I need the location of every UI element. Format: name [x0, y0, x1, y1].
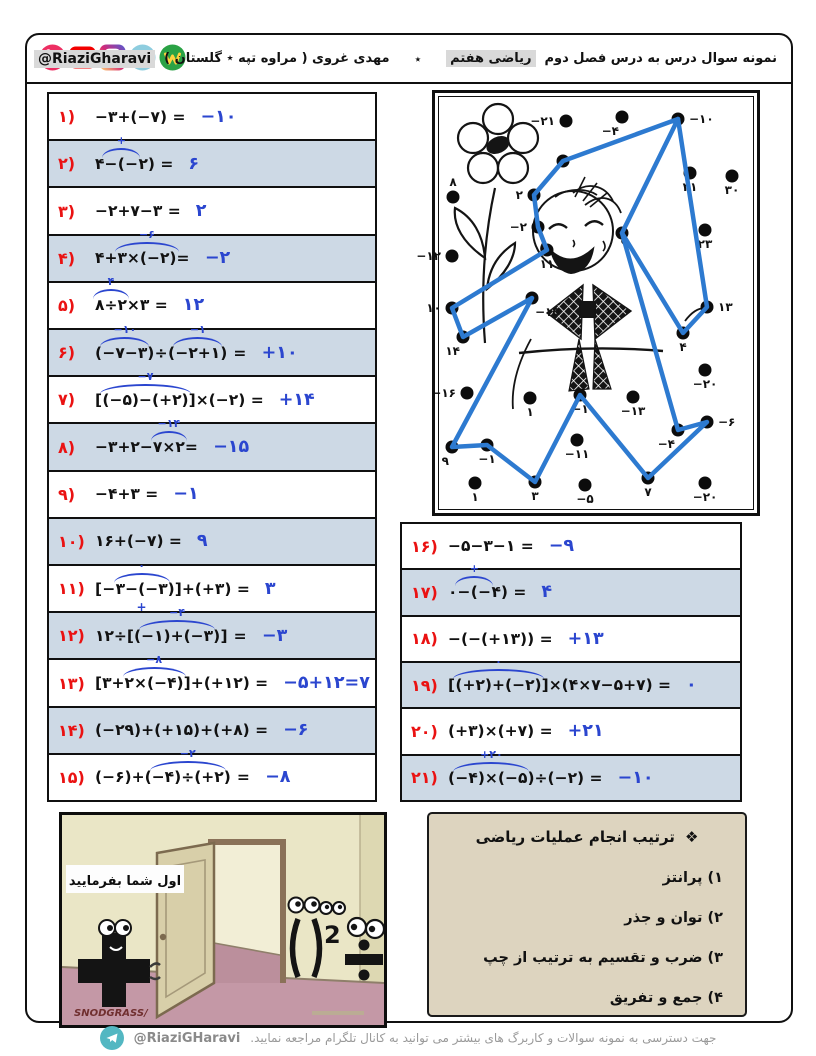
puzzle-dot-label: ۱۳ [718, 300, 733, 314]
puzzle-dot-label: −۴ [601, 124, 619, 138]
ops-item-exponents-roots: ۲) توان و جذر [624, 910, 723, 926]
problem-row [402, 655, 740, 707]
blue-annotation: −۶ [139, 228, 155, 242]
problem-row [49, 605, 375, 658]
handwritten-answer: −۶ [283, 720, 309, 741]
problem-number: ۱۹) [411, 675, 438, 695]
problem-number: ۵) [58, 295, 76, 315]
footer [0, 1026, 816, 1050]
problem-row [402, 524, 740, 568]
equation: ۸÷۲ ۴ ×۳ = [95, 275, 168, 315]
puzzle-dot-label: ۳۰ [724, 183, 740, 197]
fine-print [312, 1011, 364, 1015]
puzzle-dot-label: −۱۵ [535, 305, 560, 319]
star-separator: ٭ [414, 51, 422, 66]
puzzle-dot-label: ۴ [679, 340, 687, 354]
equation: (−۶)+(−۴)÷(+۲ −۲ ) = [95, 747, 251, 787]
puzzle-dot [726, 170, 739, 183]
puzzle-dot-label: −۶ [718, 415, 736, 429]
problem-row [49, 186, 375, 233]
diamond-icon: ❖ [684, 828, 699, 846]
blue-annotation: ۰ [495, 655, 502, 669]
equation: −۵−۳−۱ = [448, 537, 534, 556]
handwritten-answer: −۱۰ [200, 106, 237, 127]
equation: ۰−(− + ۴) = [448, 562, 527, 602]
puzzle-dot-label: ۱۴ [445, 344, 460, 358]
puzzle-dot-label: ۱۰ [426, 301, 441, 315]
problem-row [49, 275, 375, 328]
problem-number: ۱۵) [58, 767, 85, 787]
equation: [۳+۲×(−۴) −۸ ]+(+۱۲) = [95, 653, 269, 693]
equation: −۳+(−۷) = [95, 107, 186, 126]
header [27, 35, 791, 84]
problem-row [49, 133, 375, 186]
puzzle-dot-label: ۷ [644, 485, 652, 499]
puzzle-dot [616, 111, 629, 124]
equation: [(−۵)−(+۲) −۷ ]×(−۲) = [95, 369, 264, 409]
problem-row [49, 747, 375, 800]
problem-row [49, 228, 375, 281]
puzzle-dot-label: ۳ [531, 489, 539, 503]
problem-row [49, 470, 375, 517]
blue-annotation: −۴ [169, 605, 186, 619]
puzzle-dot [560, 115, 573, 128]
artist-signature: SNODGRASS/ [74, 1008, 148, 1019]
handwritten-answer: −۱ [173, 484, 199, 505]
puzzle-dot-label: ۱ [526, 405, 534, 419]
problem-number: ۱۲) [58, 626, 85, 646]
problem-row [49, 94, 375, 139]
puzzle-dot-label: −۱۰ [689, 112, 714, 126]
ops-title: ترتیب انجام عملیات ریاضی [475, 828, 675, 846]
equation: −۴+۳ = [95, 485, 159, 504]
author-handle: @RiaziGharavi [34, 50, 155, 68]
problem-row [402, 562, 740, 614]
blue-annotation: −۱۰ [113, 322, 137, 336]
footer-handle: @RiaziGHaravi [133, 1030, 241, 1046]
puzzle-dot-label: ۲۱ [682, 180, 698, 194]
puzzle-dot-label: −۲ [509, 220, 527, 234]
author-name: مهدی غروی ( مراوه تپه ٭ گلستان ) [164, 51, 390, 66]
problem-row [402, 615, 740, 661]
blue-annotation: −۷ [137, 369, 154, 383]
handwritten-answer: ۲ [195, 201, 207, 221]
equation: ۱۶+(−۷) = [95, 532, 182, 551]
problem-number: ۱۳) [58, 673, 85, 693]
problem-number: ۲) [58, 154, 76, 174]
speech-label [66, 865, 184, 893]
problem-number: ۲۱) [411, 768, 438, 788]
problem-row [402, 747, 740, 800]
puzzle-dot [469, 477, 482, 490]
child-figure-drawing [513, 177, 709, 409]
equation: (−۴)×(−۵ +۲۰ )÷(−۲) = [448, 747, 603, 787]
equation: (−۲۹)+(+۱۵)+(+۸) = [95, 721, 269, 740]
equation: ۱۲÷[(−۱)+(−۳ −۴ )] = [95, 605, 247, 645]
puzzle-dot-label: −۲۰ [692, 377, 718, 391]
handwritten-answer: ۹ [196, 531, 208, 552]
equation: [(+۲)+(−۲) ۰ ]×(۴×۷−۵+۷) = [448, 655, 672, 695]
puzzle-dot-label: ۸ [449, 175, 457, 189]
equation: (−۷−۳ −۱۰ )÷(−۲+۱ −۱ ) = [95, 322, 247, 362]
puzzle-dot-label: ۲ [515, 188, 523, 202]
handwritten-answer: −۱۰ [617, 767, 654, 788]
blue-annotation: −۱۴ [157, 417, 181, 431]
exponent-two: 2 [324, 921, 341, 949]
puzzle-dot [524, 392, 537, 405]
problem-row [49, 417, 375, 469]
handwritten-answer: +۱۳ [567, 628, 604, 649]
blue-annotation: −۱ [189, 322, 206, 336]
puzzle-dot [699, 364, 712, 377]
problem-row [402, 707, 740, 753]
problem-number: ۱۴) [58, 720, 85, 740]
puzzle-dot [699, 224, 712, 237]
problem-number: ۹) [58, 484, 76, 504]
puzzle-dot-label: ۲۳ [697, 237, 713, 251]
ops-item-parentheses: ۱) پرانتز [662, 870, 723, 886]
puzzle-dot-label: −۲۰ [692, 490, 718, 504]
handwritten-answer: −۲ [204, 248, 231, 269]
handwritten-answer: −۹ [548, 536, 575, 557]
problem-number: ۷) [58, 390, 76, 410]
puzzle-dot-label: −۱ [571, 402, 589, 416]
problem-number: ۱۱) [58, 579, 85, 599]
problem-number: ۲۰) [411, 721, 438, 741]
puzzle-dot [579, 479, 592, 492]
ops-title-row [429, 828, 745, 846]
ops-item-add-subtract: ۴) جمع و تفریق [609, 990, 723, 1006]
blue-annotation: + [116, 133, 127, 147]
puzzle-dot-label: ۱۱ [539, 257, 555, 271]
worksheet-title-highlight: ریاضی هفتم [446, 50, 535, 67]
problems-table-right [400, 522, 742, 802]
blue-annotation-below: + [136, 599, 147, 614]
worksheet-title: نمونه سوال درس به درس فصل دوم [544, 51, 777, 66]
puzzle-dot [447, 191, 460, 204]
puzzle-dot [446, 250, 459, 263]
problem-row [49, 517, 375, 564]
problem-number: ۶) [58, 343, 76, 363]
problem-number: ۸) [58, 437, 76, 457]
problem-row [49, 653, 375, 705]
puzzle-dot-label: −۱۳ [620, 404, 646, 418]
problem-number: ۱۷) [411, 582, 438, 602]
dot-to-dot-puzzle [416, 90, 760, 516]
equation: [−۳−(−۳ ۰ + )]+(+۳) = [95, 558, 250, 614]
puzzle-dot-label: −۱ [478, 452, 496, 466]
equation: −۲+۷−۳ = [95, 202, 181, 220]
handwritten-answer: ۴ [541, 582, 553, 603]
puzzle-dot [571, 434, 584, 447]
puzzle-dot-label: −۴ [657, 437, 675, 451]
equation: (+۳)×(+۷) = [448, 722, 553, 741]
puzzle-dot-label: −۲۱ [530, 114, 555, 128]
handwritten-answer: +۱۰ [261, 342, 298, 363]
door-knob [160, 934, 166, 940]
problem-row [49, 706, 375, 753]
blue-annotation: ۰ [138, 558, 146, 572]
handwritten-answer: −۱۵ [213, 437, 250, 458]
problem-number: ۱) [58, 107, 76, 127]
problem-number: ۱۸) [411, 629, 438, 649]
puzzle-dot-label: −۱۱ [564, 447, 590, 461]
equation: −۳+۲−۷×۲ −۱۴ = [95, 417, 199, 457]
equation: ۴+۳×(−۲) −۶ = [95, 228, 190, 268]
handwritten-answer: ۶ [188, 153, 200, 174]
blue-annotation: ۴ [107, 275, 115, 289]
handwritten-answer: −۸ [265, 767, 291, 788]
handwritten-answer: ۱۲ [182, 295, 205, 316]
speech-text: اول شما بفرمایید [68, 874, 182, 889]
problem-number: ۱۰) [58, 531, 85, 551]
handwritten-answer: −۵+۱۲=۷ [283, 673, 370, 694]
puzzle-dot-label: ۱ [471, 490, 479, 504]
problem-number: ۱۶) [411, 536, 438, 556]
order-of-operations-box [427, 812, 747, 1017]
handwritten-answer: −۳ [261, 625, 288, 646]
page-border [25, 33, 793, 1023]
puzzle-dot-label: −۱۶ [431, 386, 456, 400]
ops-item-multiply-divide: ۳) ضرب و تقسیم به ترتیب از چپ [483, 950, 723, 966]
problems-table-left [47, 92, 377, 802]
telegram-icon [100, 1026, 124, 1050]
problem-number: ۴) [58, 248, 76, 268]
problem-row [49, 369, 375, 422]
puzzle-dot-label: −۱۲ [416, 249, 441, 263]
problem-row [49, 558, 375, 614]
handwritten-answer: +۱۴ [278, 389, 315, 410]
handwritten-answer: ۳ [264, 578, 276, 599]
puzzle-dot [699, 477, 712, 490]
puzzle-dot-label: −۵ [576, 492, 594, 506]
header-titles [34, 35, 777, 82]
blue-annotation: + [469, 562, 480, 576]
math-cartoon [59, 812, 387, 1028]
handwritten-answer: ۰ [686, 675, 697, 696]
puzzle-dot-label: ۹ [441, 454, 449, 468]
blue-annotation: +۲۰ [480, 747, 503, 761]
puzzle-dot [461, 387, 474, 400]
blue-annotation: −۲ [179, 747, 196, 761]
puzzle-dot [627, 391, 640, 404]
problem-number: ۳) [58, 201, 76, 221]
equation: ۴−(− + ۲) = [95, 133, 174, 173]
equation: −(−(+۱۳)) = [448, 629, 553, 648]
problem-row [49, 322, 375, 375]
blue-annotation: −۸ [146, 653, 163, 667]
handwritten-answer: +۲۱ [567, 721, 604, 742]
footer-note: جهت دسترسی به نمونه سوالات و کاربرگ های بیشتر می توانید به کانال تلگرام مراجعه نمایید. [250, 1031, 717, 1045]
